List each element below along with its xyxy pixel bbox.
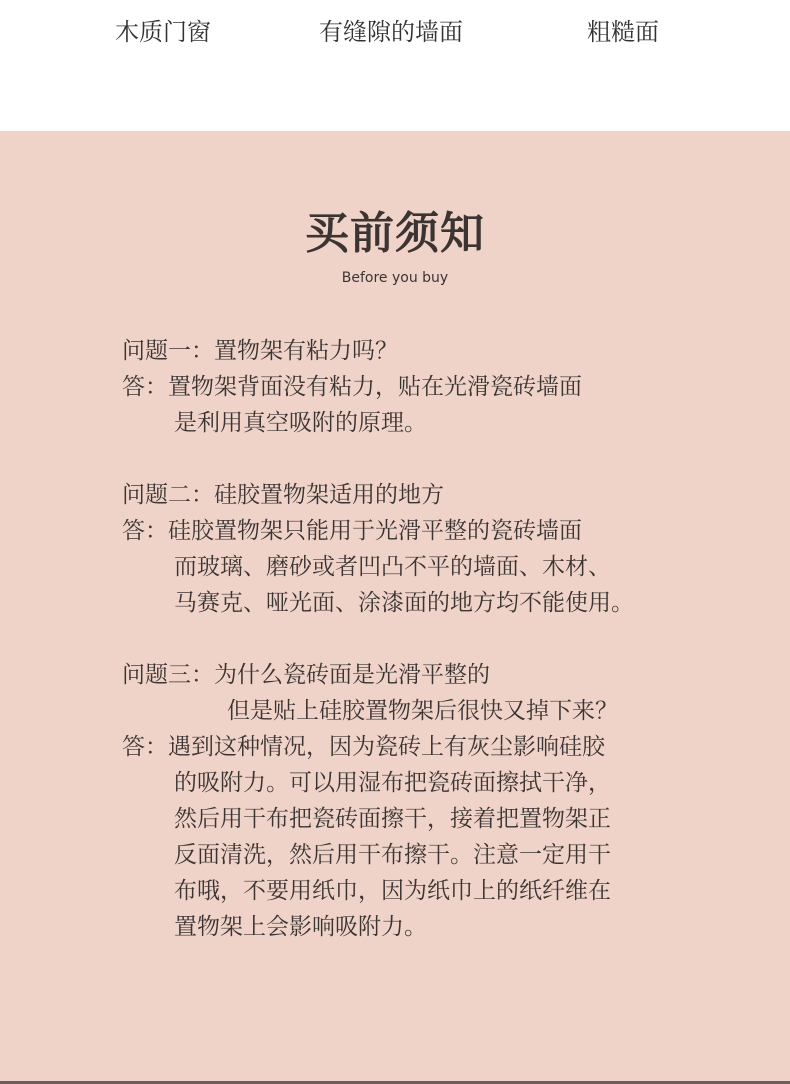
top-strip [0, 0, 790, 131]
faq-1-question: 问题一：置物架有粘力吗？ [122, 338, 398, 364]
faq-2-answer-line-2: 而玻璃、磨砂或者凹凸不平的墙面、木材、 [174, 554, 611, 580]
surface-label-rough-surface: 粗糙面 [587, 18, 659, 46]
faq-3-answer-line-4: 反面清洗，然后用干布擦干。注意一定用干 [174, 842, 611, 868]
page-title: 买前须知 [305, 208, 485, 259]
surface-label-wooden-windows: 木质门窗 [115, 18, 211, 46]
faq-3-answer-line-3: 然后用干布把瓷砖面擦干，接着把置物架正 [174, 806, 611, 832]
faq-3-question-line-1: 问题三：为什么瓷砖面是光滑平整的 [122, 662, 490, 688]
faq-2-question: 问题二：硅胶置物架适用的地方 [122, 482, 444, 508]
faq-3-answer-line-2: 的吸附力。可以用湿布把瓷砖面擦拭干净， [174, 770, 611, 796]
faq-2-answer-line-1: 答：硅胶置物架只能用于光滑平整的瓷砖墙面 [122, 518, 582, 544]
faq-3-answer-line-6: 置物架上会影响吸附力。 [174, 914, 427, 940]
surface-label-gapped-wall: 有缝隙的墙面 [319, 18, 463, 46]
faq-3-answer-line-5: 布哦，不要用纸巾，因为纸巾上的纸纤维在 [174, 878, 611, 904]
faq-1-answer-line-1: 答：置物架背面没有粘力，贴在光滑瓷砖墙面 [122, 374, 582, 400]
faq-3-answer-line-1: 答：遇到这种情况，因为瓷砖上有灰尘影响硅胶 [122, 734, 605, 760]
faq-2-answer-line-3: 马赛克、哑光面、涂漆面的地方均不能使用。 [174, 590, 634, 616]
page-subtitle: Before you buy [341, 270, 449, 286]
faq-1-answer-line-2: 是利用真空吸附的原理。 [174, 410, 427, 436]
faq-3-question-line-2: 但是贴上硅胶置物架后很快又掉下来？ [227, 698, 618, 724]
